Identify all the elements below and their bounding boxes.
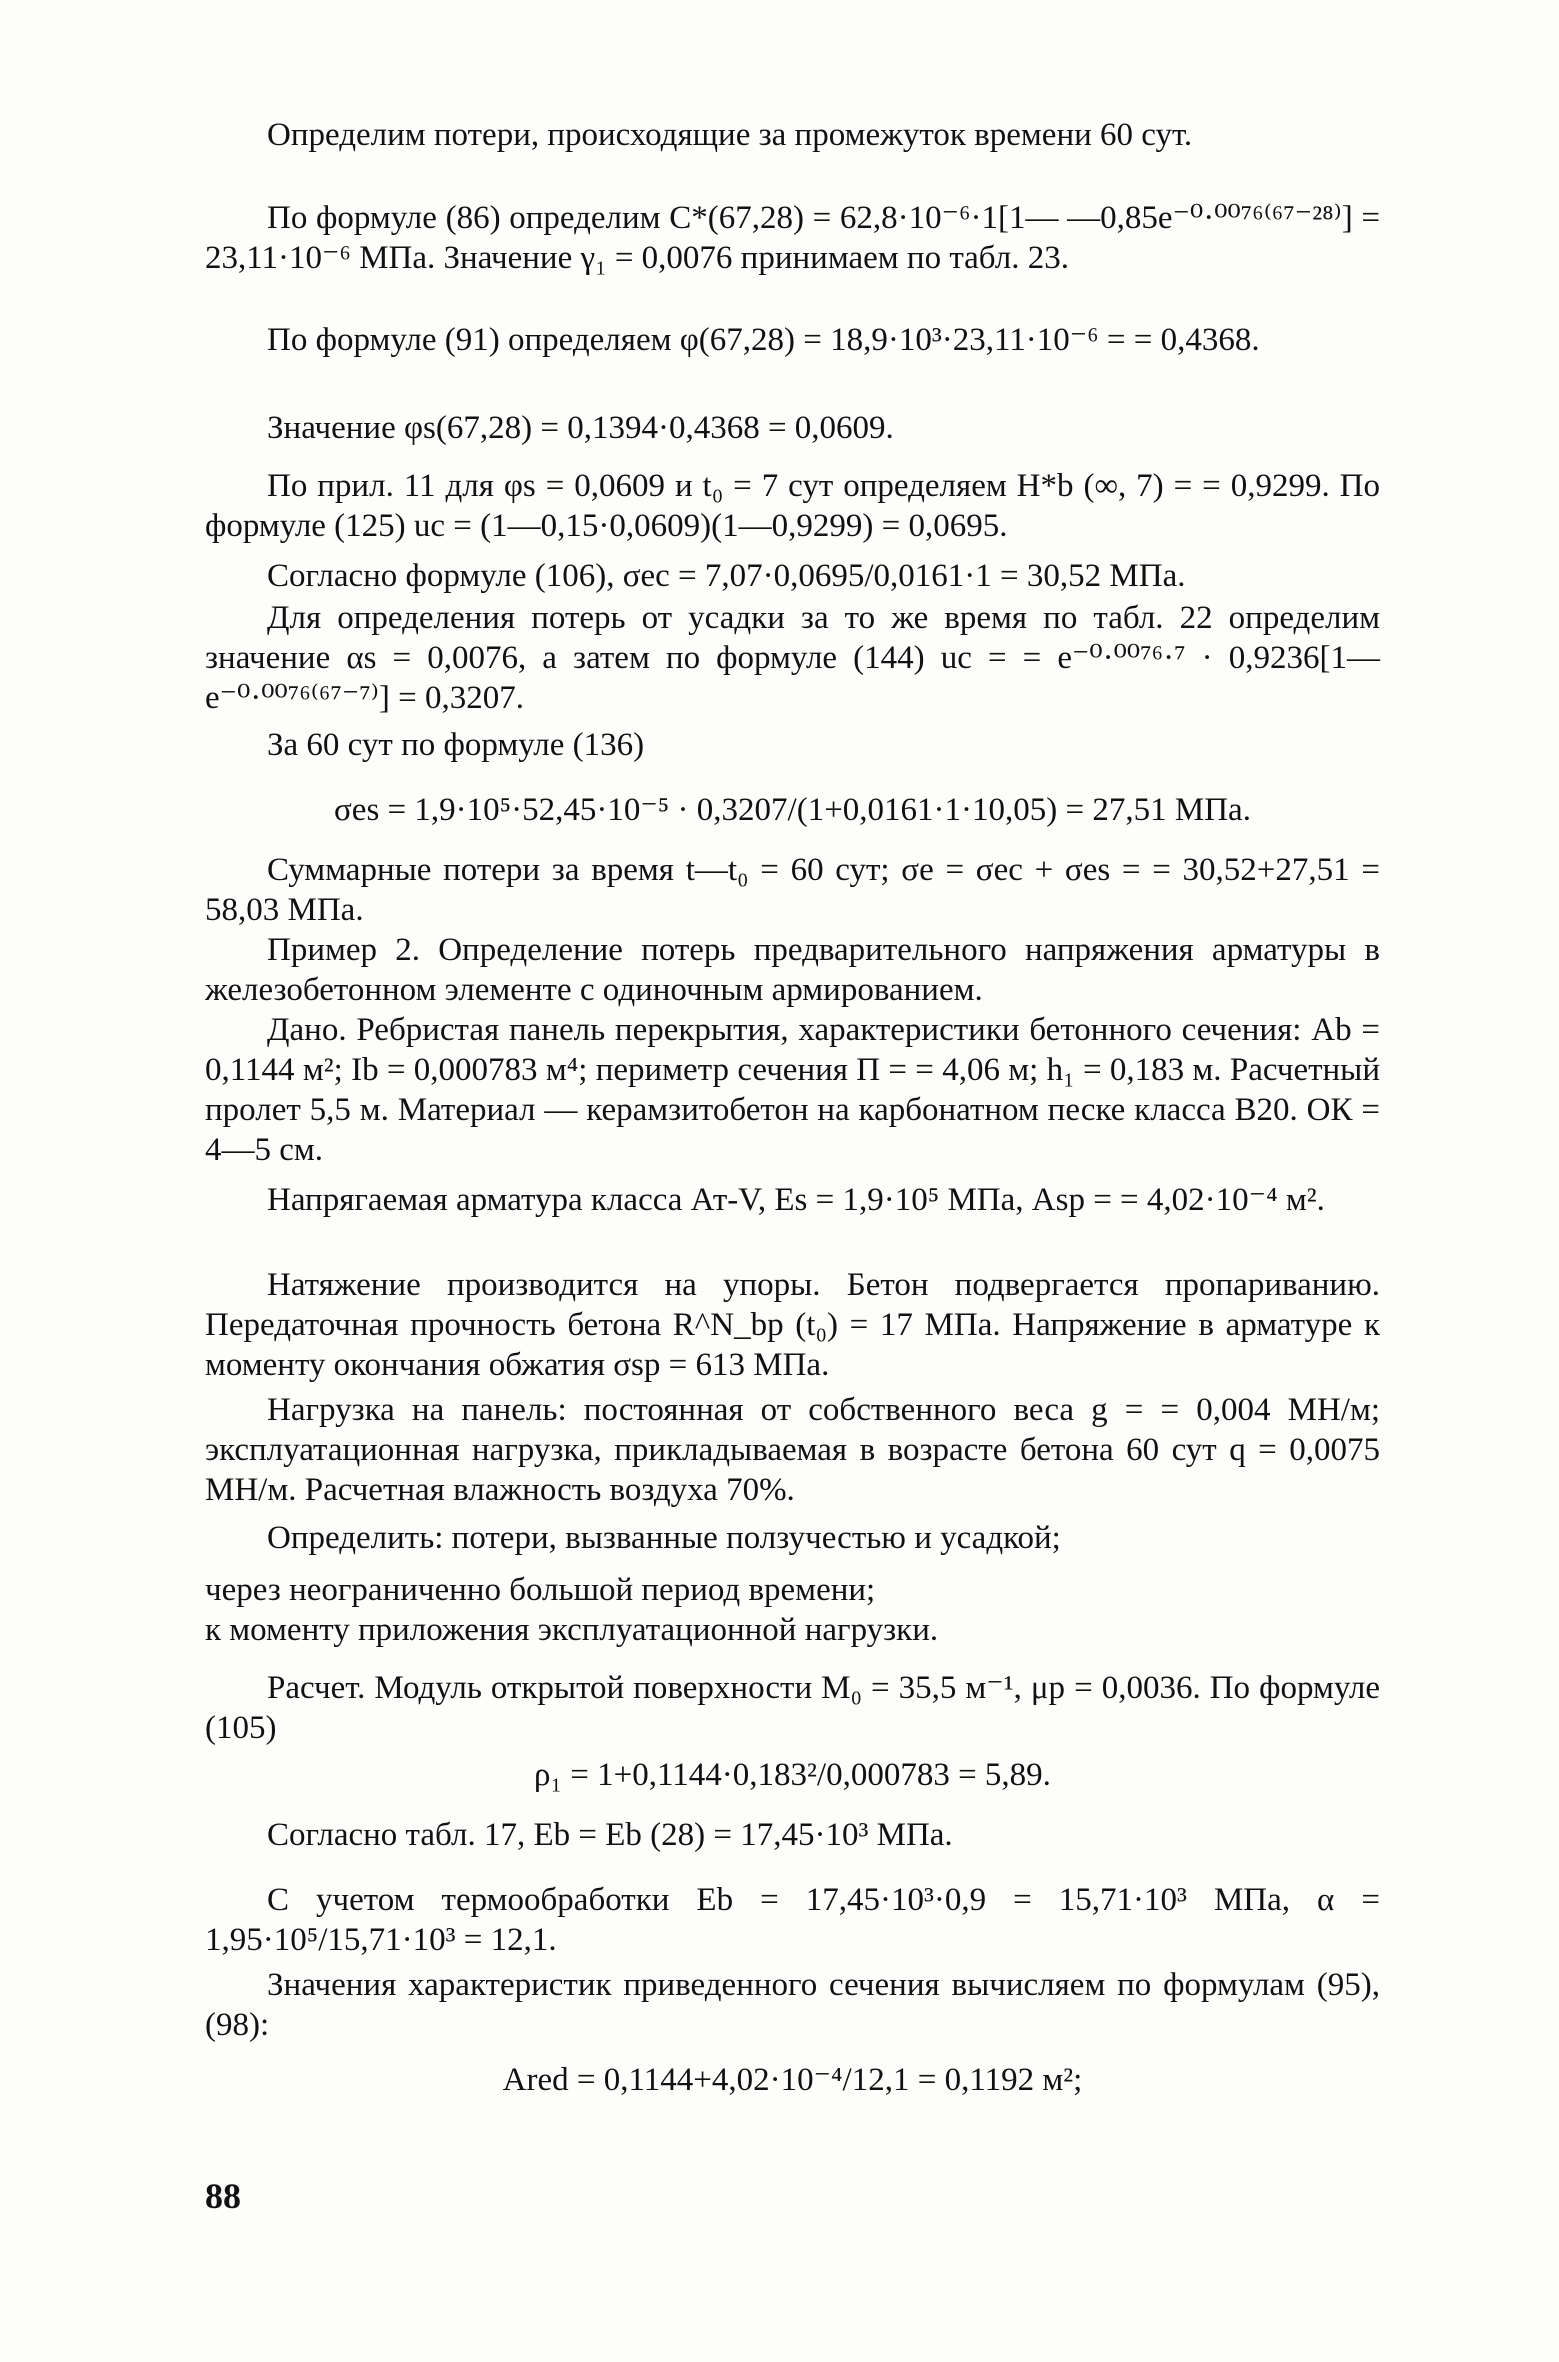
paragraph-5: По прил. 11 для φs = 0,0609 и t₀ = 7 сут определяем H*b (∞, 7) = = 0,9299. По формуле (125) uc = (1—0,15·0,0609)(1—0,9299) = 0,0695. xyxy=(205,468,1380,544)
paragraph-4: Значение φs(67,28) = 0,1394·0,4368 = 0,0609. xyxy=(267,410,894,446)
paragraph-section: Значения характеристик приведенного сечения вычисляем по формулам (95), (98): xyxy=(205,1967,1380,2043)
paragraph-7: Для определения потерь от усадки за то же время по табл. 22 определим значение αs = 0,0076, а затем по формуле (144) uc = = e⁻⁰·⁰⁰⁷⁶·⁷ · 0,9236[1—e⁻⁰·⁰⁰⁷⁶⁽⁶⁷⁻⁷⁾] = 0,3207. xyxy=(205,600,1380,716)
list-item-2: к моменту приложения эксплуатационной нагрузки. xyxy=(205,1612,939,1648)
page-number: 88 xyxy=(205,2176,241,2216)
paragraph-2: По формуле (86) определим C*(67,28) = 62,8·10⁻⁶·1[1— —0,85e⁻⁰·⁰⁰⁷⁶⁽⁶⁷⁻²⁸⁾] = 23,11·10⁻⁶ МПа. Значение γ₁ = 0,0076 принимаем по табл. 23. xyxy=(205,200,1380,276)
paragraph-6: Согласно формуле (106), σec = 7,07·0,0695/0,0161·1 = 30,52 МПа. xyxy=(267,558,1186,594)
paragraph-9: Суммарные потери за время t—t₀ = 60 сут; σe = σec + σes = = 30,52+27,51 = 58,03 МПа. xyxy=(205,852,1380,928)
paragraph-calc: Расчет. Модуль открытой поверхности M₀ = 35,5 м⁻¹, μp = 0,0036. По формуле (105) xyxy=(205,1670,1380,1746)
paragraph-table17: Согласно табл. 17, Eb = Eb (28) = 17,45·10³ МПа. xyxy=(267,1817,953,1853)
paragraph-heat: С учетом термообработки Eb = 17,45·10³·0,9 = 15,71·10³ МПа, α = 1,95·10⁵/15,71·10³ = 12,1. xyxy=(205,1882,1380,1958)
paragraph-reinforcement: Напрягаемая арматура класса Ат-V, Es = 1,9·10⁵ МПа, Asp = = 4,02·10⁻⁴ м². xyxy=(267,1182,1325,1218)
paragraph-given: Дано. Ребристая панель перекрытия, характеристики бетонного сечения: Ab = 0,1144 м²; Ib = 0,000783 м⁴; периметр сечения П = = 4,06 м; h₁ = 0,183 м. Расчетный пролет 5,5 м. Материал — керамзитобетон на карбонатном песке класса В20. ОК = 4—5 см. xyxy=(205,1012,1380,1168)
formula-ared: Ared = 0,1144+4,02·10⁻⁴/12,1 = 0,1192 м²; xyxy=(502,2062,1083,2098)
paragraph-determine: Определить: потери, вызванные ползучестью и усадкой; xyxy=(267,1520,1061,1556)
list-item-1: через неограниченно большой период времени; xyxy=(205,1572,876,1608)
paragraph-3: По формуле (91) определяем φ(67,28) = 18,9·10³·23,11·10⁻⁶ = = 0,4368. xyxy=(267,322,1260,358)
formula-sigma-es: σes = 1,9·10⁵·52,45·10⁻⁵ · 0,3207/(1+0,0161·1·10,05) = 27,51 МПа. xyxy=(334,792,1251,828)
formula-rho: ρ₁ = 1+0,1144·0,183²/0,000783 = 5,89. xyxy=(534,1757,1051,1793)
paragraph-1: Определим потери, происходящие за промежуток времени 60 сут. xyxy=(267,117,1193,153)
paragraph-load: Нагрузка на панель: постоянная от собственного веса g = = 0,004 МН/м; эксплуатационная нагрузка, прикладываемая в возрасте бетона 60 сут q = 0,0075 МН/м. Расчетная влажность воздуха 70%. xyxy=(205,1392,1380,1508)
paragraph-8: За 60 сут по формуле (136) xyxy=(267,727,645,763)
example-2-heading: Пример 2. Определение потерь предварительного напряжения арматуры в железобетонном элементе с одиночным армированием. xyxy=(205,932,1380,1008)
paragraph-tension: Натяжение производится на упоры. Бетон подвергается пропариванию. Передаточная прочность бетона R^N_bp (t₀) = 17 МПа. Напряжение в арматуре к моменту окончания обжатия σsp = 613 МПа. xyxy=(205,1267,1380,1383)
